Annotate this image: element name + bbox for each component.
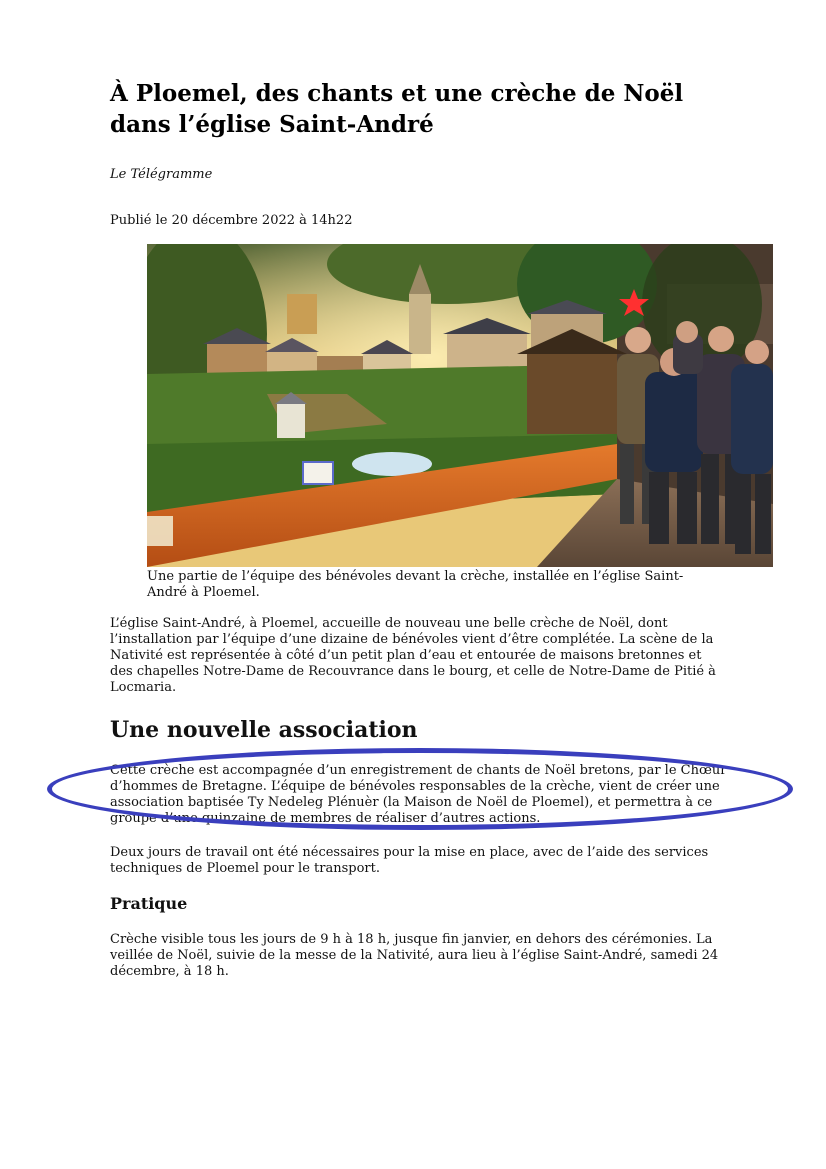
photo-caption: Une partie de l’équipe des bénévoles devant la crèche, installée en l’église Saint-André à Ploemel.	[147, 569, 684, 600]
article-title: À Ploemel, des chants et une crèche de Noël dans l’église Saint-André	[110, 80, 684, 138]
publish-date: Publié le 20 décembre 2022 à 14h22	[110, 213, 353, 228]
nativity-scene-photo	[147, 244, 773, 567]
paragraph-intro: L’église Saint-André, à Ploemel, accueille de nouveau une belle crèche de Noël, dont l’installation par l’équipe d’une dizaine de bénévoles vient d’être complétée. La scène de la Nativité est représentée à côté d’un petit plan d’eau et entourée de maisons bretonnes et des chapelles Notre-Dame de Recouvrance dans le bourg, et celle de Notre-Dame de Pitié à Locmaria.	[110, 616, 716, 695]
section-heading: Une nouvelle association	[110, 717, 418, 743]
paragraph-installation: Deux jours de travail ont été nécessaires pour la mise en place, avec de l’aide des services techniques de Ploemel pour le transport.	[110, 845, 709, 876]
sub-heading-pratique: Pratique	[110, 894, 188, 913]
highlight-circle-annotation	[47, 748, 793, 830]
paragraph-pratique: Crèche visible tous les jours de 9 h à 18 h, jusque fin janvier, en dehors des cérémonies. La veillée de Noël, suivie de la messe de la Nativité, aura lieu à l’église Saint-André, samedi 24 décembre, à 18 h.	[110, 932, 719, 979]
paragraph-association: Cette crèche est accompagnée d’un enregistrement de chants de Noël bretons, par le Chœur d’hommes de Bretagne. L’équipe de bénévoles responsables de la crèche, vient de créer une association baptisée Ty Nedeleg Plénuèr (la Maison de Noël de Ploemel), et permettra à ce groupe d’une quinzaine de membres de réaliser d’autres actions.	[110, 763, 727, 826]
article-source: Le Télégramme	[110, 167, 213, 182]
